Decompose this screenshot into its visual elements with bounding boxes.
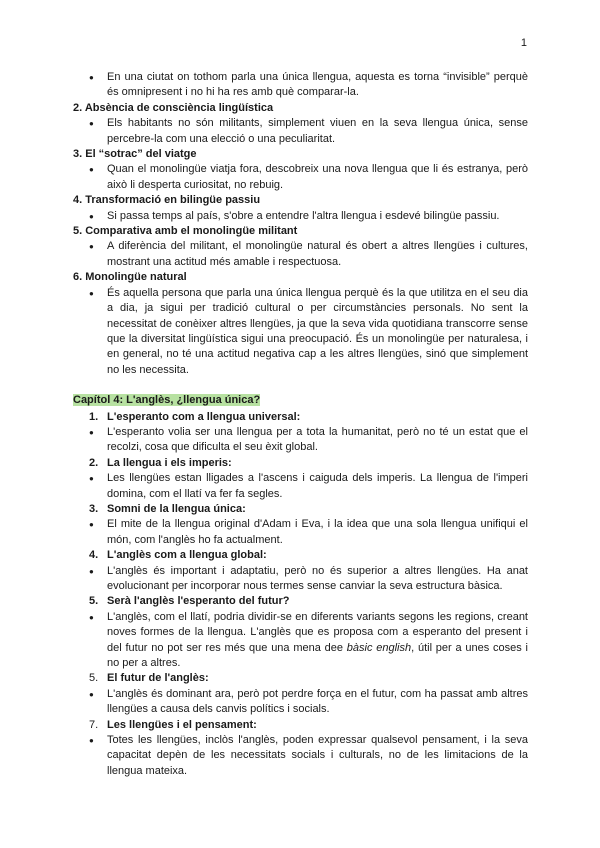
section-heading: 2. Absència de consciència lingüística — [73, 101, 274, 114]
chapter-heading-wrap — [73, 393, 528, 408]
section-bullet: ● Els habitants no són militants, simplement viuen en la seva llengua única, sense percebre-la com una elecció o una peculiaritat. — [73, 116, 528, 147]
chapter-item-bullet: ● Totes les llengües, inclòs l'anglès, poden expressar qualsevol pensament, i la seva capacitat depèn de les necessitats socials i culturals, no de les limitacions de la llengua mateixa. — [73, 733, 528, 779]
item-number: 5. — [89, 595, 99, 608]
section — [73, 270, 528, 378]
item-number: 4. — [89, 549, 99, 562]
chapter-item-heading — [73, 456, 528, 471]
intro-bullet: ● En una ciutat on tothom parla una única llengua, aquesta es torna “invisible” perquè és omnipresent i no hi ha res amb què comparar-la. — [73, 70, 528, 101]
chapter-heading: Capítol 4: L'anglès, ¿llengua única? — [73, 394, 261, 407]
chapter-item-heading — [73, 718, 528, 733]
section — [73, 147, 528, 193]
chapter-item-heading — [73, 548, 528, 563]
chapter-item — [73, 410, 528, 456]
item-label: Les llengües i el pensament: — [107, 718, 257, 731]
section — [73, 193, 528, 224]
page-number: 1 — [520, 37, 527, 49]
item-label: Somni de la llengua única: — [107, 502, 246, 515]
bullet-text: L'anglès, com el llatí, podria dividir-se en diferents variants segons les regions, creant noves formes de la llengua. L'anglès que es proposa com a esperanto del present i del futur no pot ser res més que una mena dee — [107, 610, 528, 654]
chapter-item-bullet: ● Les llengües estan lligades a l'ascens i caiguda dels imperis. La llengua de l'imperi domina, com el llatí va fer fa segles. — [73, 471, 528, 502]
section-heading: 6. Monolingüe natural — [73, 271, 187, 284]
item-label: L'anglès com a llengua global: — [107, 549, 267, 562]
item-label: La llengua i els imperis: — [107, 456, 232, 469]
chapter-item-heading — [73, 410, 528, 425]
chapter-item — [73, 671, 528, 717]
chapter-item-bullet — [73, 610, 528, 672]
item-number: 2. — [89, 456, 99, 469]
chapter-item — [73, 594, 528, 671]
document-body — [73, 70, 528, 779]
chapter-item-heading — [73, 594, 528, 609]
section-bullet: ● Quan el monolingüe viatja fora, descobreix una nova llengua que li és estranya, però això li desperta curiositat, no rebuig. — [73, 162, 528, 193]
section-bullet: ● És aquella persona que parla una única llengua perquè és la que utilitza en el seu dia a dia, ja sigui per tradició cultural o per circumstàncies personals. No sent la necessitat de conèixer altres llengües, ja que la seva vida quotidiana transcorre sense que la diversitat lingüística sigui una preocupació. És un monolingüe per naturalesa, i en general, no té una actitud negativa cap a les altres llengües, sinó que simplement no les necessita. — [73, 286, 528, 378]
section-bullet: ● Si passa temps al país, s'obre a entendre l'altra llengua i esdevé bilingüe passiu. — [73, 209, 528, 224]
chapter-item-bullet: ● L'anglès és dominant ara, però pot perdre força en el futur, com ha passat amb altres llengües a causa dels canvis polítics i socials. — [73, 687, 528, 718]
section — [73, 224, 528, 270]
chapter-item — [73, 548, 528, 594]
section-heading: 3. El “sotrac” del viatge — [73, 148, 197, 161]
item-number: 3. — [89, 502, 99, 515]
chapter-item — [73, 456, 528, 502]
chapter-item-bullet: ● El mite de la llengua original d'Adam i Eva, i la idea que una sola llengua unifiqui el món, com l'anglès ho fa actualment. — [73, 517, 528, 548]
chapter-item-bullet: ● L'esperanto volia ser una llengua per a tota la humanitat, però no té un estat que el recolzi, cosa que dificulta el seu èxit global. — [73, 425, 528, 456]
item-number: 7. — [89, 718, 99, 731]
item-label: Serà l'anglès l'esperanto del futur? — [107, 595, 290, 608]
item-label: El futur de l'anglès: — [107, 672, 209, 685]
section — [73, 101, 528, 147]
section-heading: 4. Transformació en bilingüe passiu — [73, 194, 261, 207]
item-number: 5. — [89, 672, 99, 685]
chapter-item-heading — [73, 502, 528, 517]
section-bullet: ● A diferència del militant, el monolingüe natural és obert a altres llengües i cultures, mostrant una actitud més amable i respectuosa. — [73, 239, 528, 270]
section-heading: 5. Comparativa amb el monolingüe militant — [73, 225, 298, 238]
chapter-item — [73, 502, 528, 548]
bullet-emphasis: bàsic english — [346, 641, 412, 654]
item-label: L'esperanto com a llengua universal: — [107, 410, 301, 423]
chapter-item — [73, 718, 528, 780]
chapter-item-heading — [73, 671, 528, 686]
chapter-item-bullet: ● L'anglès és important i adaptatiu, però no és superior a altres llengües. Ha anat evolucionant per incorporar nous termes sense canviar la seva estructura bàsica. — [73, 564, 528, 595]
item-number: 1. — [89, 410, 99, 423]
bullet-text: , útil per a unes coses i no per a altres. — [107, 641, 528, 670]
